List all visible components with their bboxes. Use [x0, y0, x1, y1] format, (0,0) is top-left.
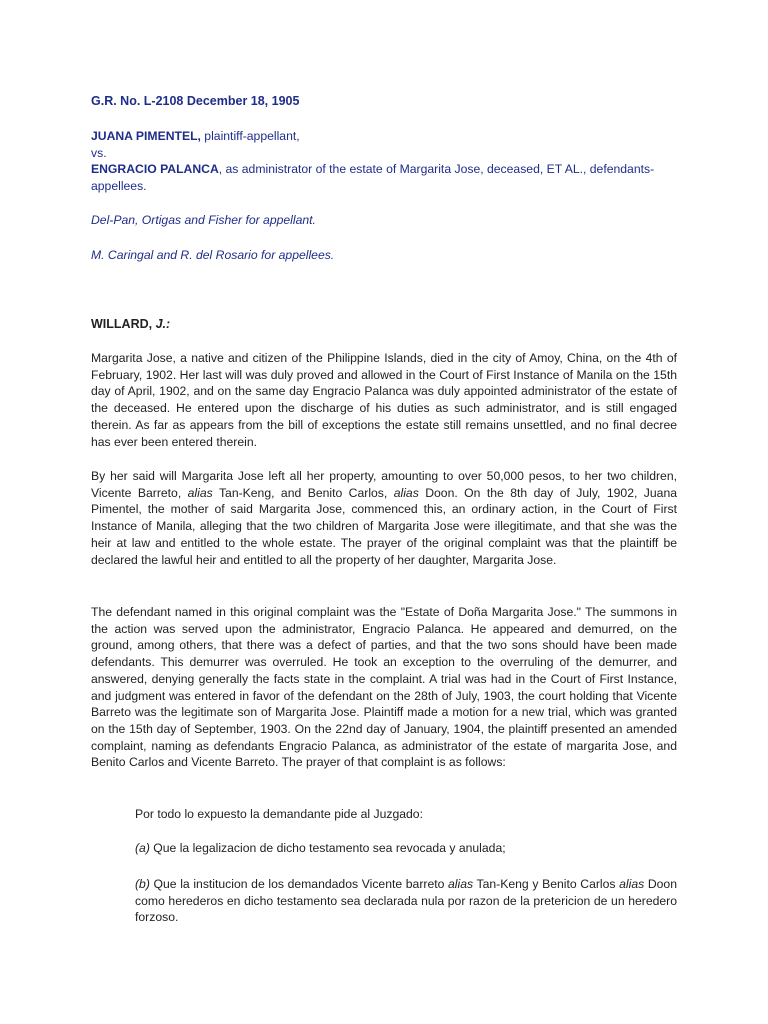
alias-term: alias	[448, 877, 474, 891]
quote-item-a	[135, 840, 677, 857]
alias-term: alias	[187, 485, 213, 500]
paragraph-2-text-a: By her said will Margarita Jose left all her property, amounting to over 50,000 pesos, to her two children, Vicente Barreto,	[91, 469, 677, 500]
versus-label: vs.	[91, 145, 107, 160]
defendant-role: , as administrator of the estate of Margarita Jose, deceased, ET AL., defendants-appellees.	[91, 162, 655, 194]
defendant-name: ENGRACIO PALANCA	[91, 162, 219, 177]
paragraph-2-text-c: Doon. On the 8th day of July, 1902, Juana Pimentel, the mother of said Margarita Jose, commenced this, an ordinary action, in the Court of First Instance of Manila, alleging that the two children of Margarita Jose were illegitimate, and that she was the heir at law and entitled to the whole estate. The prayer of the original complaint was that the plaintiff be declared the lawful heir and entitled to all the property of her daughter, Margarita Jose.	[91, 485, 678, 567]
counsel-appellant: Del-Pan, Ortigas and Fisher for appellant.	[91, 213, 316, 227]
quote-item-b	[135, 876, 677, 926]
paragraph-1: Margarita Jose, a native and citizen of the Philippine Islands, died in the city of Amoy, China, on the 4th of February, 1902. Her last will was duly proved and allowed in the Court of First Instance of Manila on the 15th day of April, 1902, and on the same day Engracio Palanca was duly appointed administrator of the estate of the deceased. He entered upon the discharge of his duties as such administrator, and is still engaged therein. As far as appears from the bill of exceptions the estate still remains unsettled, and no final decree has ever been entered therein.	[91, 351, 677, 449]
paragraph-2-text-b: Tan-Keng, and Benito Carlos,	[212, 485, 394, 500]
plaintiff-role: plaintiff-appellant,	[200, 129, 300, 143]
alias-term: alias	[619, 877, 645, 891]
quote-item-b-text-c: Doon como herederos en dicho testamento sea declarada nula por razon de la pretericion de un heredero forzoso.	[135, 877, 677, 925]
quote-intro: Por todo lo expuesto la demandante pide al Juzgado:	[135, 807, 423, 821]
paragraph-2	[91, 468, 677, 568]
parties-block	[91, 128, 677, 195]
quote-item-b-text-b: Tan-Keng y Benito Carlos	[473, 877, 620, 891]
author-title: J.:	[152, 317, 171, 331]
opinion-author	[91, 316, 677, 333]
plaintiff-name: JUANA PIMENTEL,	[91, 129, 201, 143]
quote-item-b-label: (b)	[135, 877, 150, 891]
quote-item-a-text: Que la legalizacion de dicho testamento sea revocada y anulada;	[149, 841, 506, 855]
quote-item-a-label: (a)	[135, 841, 150, 855]
quote-item-b-text-a: Que la institucion de los demandados Vicente barreto	[149, 877, 449, 891]
paragraph-3: The defendant named in this original complaint was the "Estate of Doña Margarita Jose." The summons in the action was served upon the administrator, Engracio Palanca. He appeared and demurred, on the ground, among others, that there was a defect of parties, and that the two sons should have been made defendants. This demurrer was overruled. He took an exception to the overruling of the demurrer, and answered, denying generally the facts state in the complaint. A trial was had in the Court of First Instance, and judgment was entered in favor of the defendant on the 28th of July, 1903, the court holding that Vicente Barreto was the legitimate son of Margarita Jose. Plaintiff made a motion for a new trial, which was granted on the 15th day of September, 1903. On the 22nd day of January, 1904, the plaintiff presented an amended complaint, naming as defendants Engracio Palanca, as administrator of the estate of margarita Jose, and Benito Carlos and Vicente Barreto. The prayer of that complaint is as follows:	[91, 605, 677, 770]
author-name: WILLARD,	[91, 317, 153, 331]
counsel-appellees: M. Caringal and R. del Rosario for appellees.	[91, 248, 335, 262]
alias-term: alias	[393, 485, 419, 500]
case-title: G.R. No. L-2108 December 18, 1905	[91, 94, 300, 108]
